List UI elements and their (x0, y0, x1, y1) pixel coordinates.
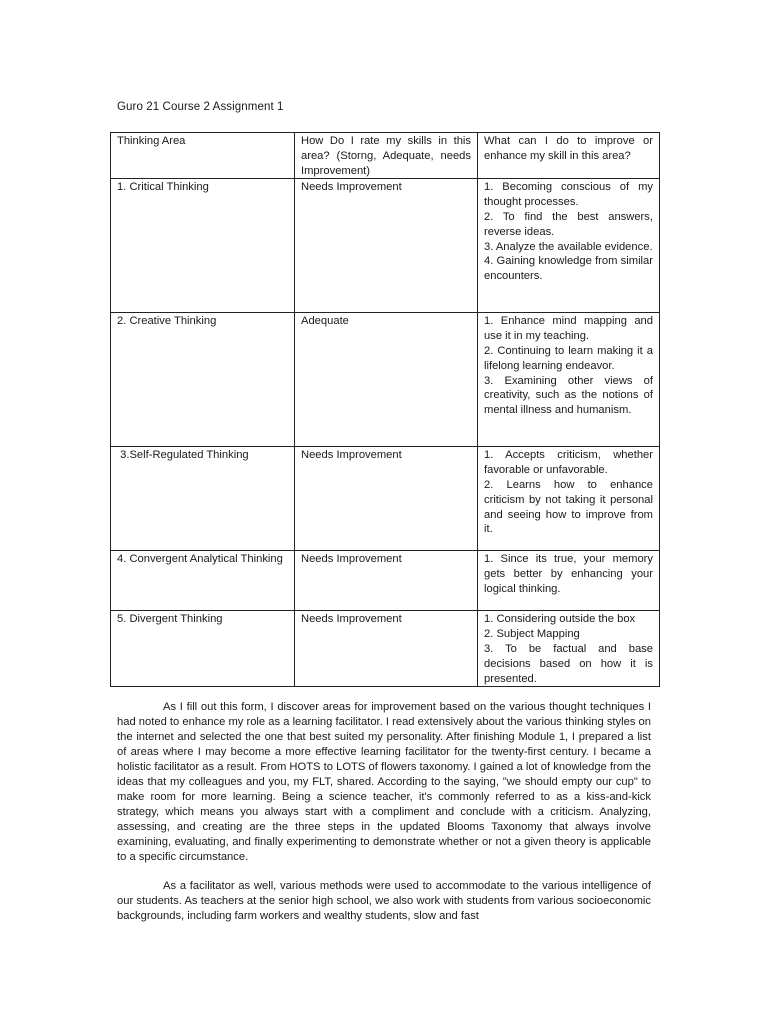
table-row (111, 551, 660, 611)
table-row (111, 611, 660, 687)
thinking-area-cell: 1. Critical Thinking (111, 179, 295, 313)
improvement-item: 2. To find the best answers, reverse ideas. (484, 210, 653, 238)
improvement-item: 1. Since its true, your memory gets better by enhancing your logical thinking. (484, 553, 653, 595)
rating-cell: Needs Improvement (295, 179, 478, 313)
thinking-area-cell: 3.Self-Regulated Thinking (111, 447, 295, 551)
thinking-area-cell: 5. Divergent Thinking (111, 611, 295, 687)
rating-cell: Needs Improvement (295, 447, 478, 551)
improvement-item: 1. Considering outside the box (484, 613, 636, 626)
improvement-item: 1. Becoming conscious of my thought processes. (484, 181, 653, 209)
improvement-item: 3. Analyze the available evidence. (484, 240, 653, 253)
improvement-cell (478, 313, 660, 447)
reflection-paragraph: As a facilitator as well, various methods were used to accommodate to the various intelligence of our students. As teachers at the senior high school, we also work with students from various socioeconomic backgrounds, including farm workers and wealthy students, slow and fast (117, 880, 651, 922)
table-row (111, 313, 660, 447)
improvement-item: 2. Learns how to enhance criticism by not taking it personal and seeing how to improve from it. (484, 478, 653, 536)
improvement-item: 1. Enhance mind mapping and use it in my teaching. (484, 315, 653, 343)
thinking-area-cell: 2. Creative Thinking (111, 313, 295, 447)
table-row (111, 179, 660, 313)
header-improvement: What can I do to improve or enhance my skill in this area? (478, 133, 660, 179)
header-rating: How Do I rate my skills in this area? (Storng, Adequate, needs Improvement) (295, 133, 478, 179)
improvement-item: 1. Accepts criticism, whether favorable or unfavorable. (484, 449, 653, 477)
improvement-item: 4. Gaining knowledge from similar encounters. (484, 255, 653, 283)
improvement-item: 3. To be factual and base decisions based on how it is presented. (484, 642, 653, 685)
rating-cell: Needs Improvement (295, 551, 478, 611)
rating-cell: Needs Improvement (295, 611, 478, 687)
improvement-item: 3. Examining other views of creativity, such as the notions of mental illness and humanism. (484, 374, 653, 417)
header-thinking-area: Thinking Area (111, 133, 295, 179)
rating-cell: Adequate (295, 313, 478, 447)
improvement-cell (478, 611, 660, 687)
improvement-cell (478, 551, 660, 611)
document-title: Guro 21 Course 2 Assignment 1 (117, 101, 284, 113)
table-row (111, 447, 660, 551)
improvement-cell (478, 179, 660, 313)
thinking-area-cell: 4. Convergent Analytical Thinking (111, 551, 295, 611)
reflection-paragraph: As I fill out this form, I discover areas for improvement based on the various thought techniques I had noted to enhance my role as a learning facilitator. I read extensively about the various thinking styles on the internet and selected the one that best suited my personality. After finishing Module 1, I prepared a list of areas where I may become a more effective learning facilitator for the twenty-first century. I became a holistic facilitator as a result. From HOTS to LOTS of flowers taxonomy. I gained a lot of knowledge from the ideas that my colleagues and you, my FLT, shared. According to the saying, "we should empty our cup" to make room for more learning. Being a science teacher, it's commonly referred to as a kiss-and-kick strategy, which means you always start with a compliment and conclude with a criticism. Analyzing, assessing, and creating are the three steps in the updated Blooms Taxonomy that always involve examining, evaluating, and finally experimenting to demonstrate whether or not a given theory is applicable to a specific circumstance. (117, 701, 651, 863)
improvement-cell (478, 447, 660, 551)
improvement-item: 2. Continuing to learn making it a lifelong learning endeavor. (484, 344, 653, 372)
thinking-skills-table (110, 132, 660, 687)
improvement-item: 2. Subject Mapping (484, 628, 580, 641)
table-header-row (111, 133, 660, 179)
